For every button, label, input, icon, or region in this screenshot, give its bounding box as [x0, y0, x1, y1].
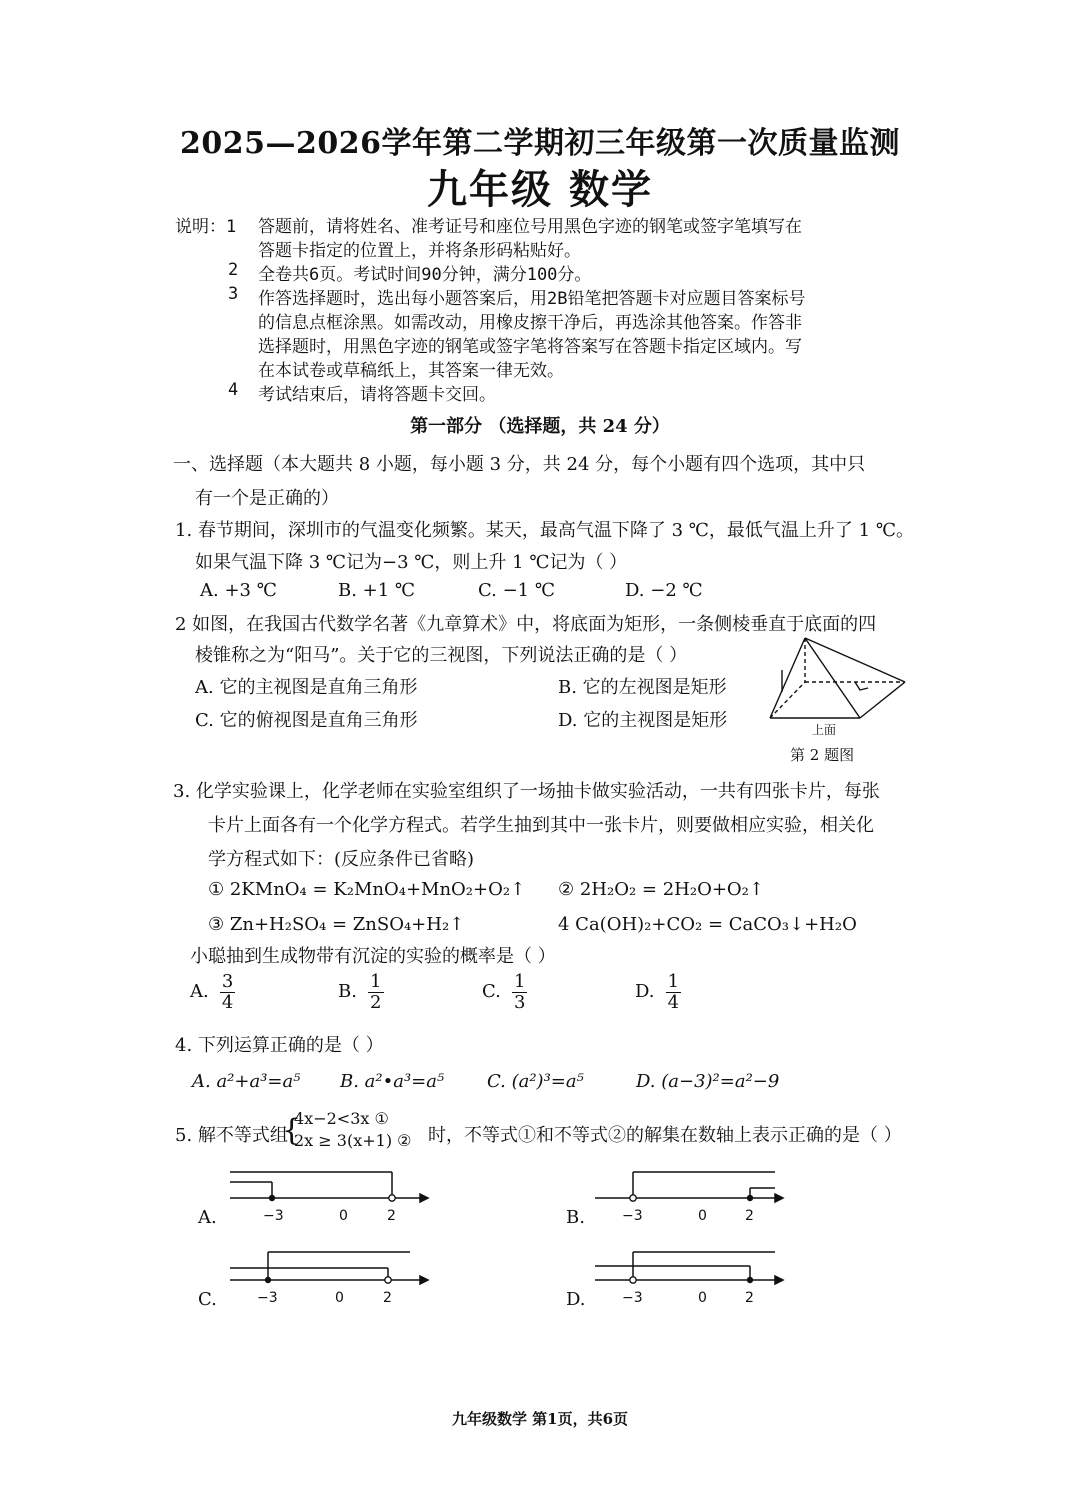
fraction: [512, 972, 527, 1013]
tick-label: 2: [387, 1208, 396, 1224]
section-intro-line-1: 一、选择题（本大题共 8 小题，每小题 3 分，共 24 分，每个小题有四个选项，其中只: [173, 454, 866, 475]
q4-option-a[interactable]: A. a²+a³=a⁵: [192, 1071, 301, 1092]
q3-equation-3: ③ Zn+H₂SO₄ = ZnSO₄+H₂↑: [208, 914, 465, 935]
q5-option-d-letter[interactable]: D.: [566, 1289, 586, 1310]
tick-label: 2: [745, 1290, 754, 1306]
instruction-3-line-2: 的信息点框涂黑。如需改动，用橡皮擦干净后，再选涂其他答案。作答非: [258, 313, 802, 333]
number-line-c[interactable]: [225, 1242, 435, 1307]
q1-option-d[interactable]: D. −2 ℃: [625, 580, 703, 601]
pyramid-edges: [770, 638, 905, 718]
fraction: [368, 972, 383, 1013]
q1-line-1: 1. 春节期间，深圳市的气温变化频繁。某天，最高气温下降了 3 ℃，最低气温上升了 1 ℃。: [175, 520, 914, 541]
instruction-3-line-3: 选择题时，用黑色字迹的钢笔或签字笔将答案写在答题卡指定区域内。写: [258, 337, 802, 357]
instruction-1-line-1: 答题前，请将姓名、准考证号和座位号用黑色字迹的钢笔或签字笔填写在: [258, 217, 802, 237]
denominator: 2: [370, 992, 382, 1013]
q3-option-b[interactable]: [338, 972, 384, 1013]
q4-option-c[interactable]: C. (a²)³=a⁵: [487, 1071, 584, 1092]
q1-line-2: 如果气温下降 3 ℃记为−3 ℃，则上升 1 ℃记为（ ）: [195, 552, 628, 573]
instruction-4: 考试结束后，请将答题卡交回。: [258, 385, 496, 405]
q2-line-2: 棱锥称之为“阳马”。关于它的三视图，下列说法正确的是（ ）: [195, 645, 688, 666]
instruction-4-number: 4: [228, 380, 239, 400]
point-minus-3: [265, 1277, 271, 1283]
tick-label: 0: [335, 1290, 344, 1306]
denominator: 4: [667, 992, 680, 1013]
instruction-3-number: 3: [228, 284, 239, 304]
q3-option-a-letter: A.: [190, 981, 209, 1002]
point-minus-3: [630, 1277, 636, 1283]
tick-label: −3: [622, 1290, 643, 1306]
page-footer: 九年级数学 第1页，共6页: [451, 1410, 629, 1428]
q4-option-d[interactable]: D. (a−3)²=a²−9: [636, 1071, 780, 1092]
q2-figure-caption: 第 2 题图: [790, 746, 855, 764]
inequality-2: 2x ≥ 3(x+1) ②: [294, 1131, 412, 1150]
instruction-3-line-4: 在本试卷或草稿纸上，其答案一律无效。: [258, 361, 564, 381]
tick-label: 2: [745, 1208, 754, 1224]
q4-option-b[interactable]: B. a²•a³=a⁵: [340, 1071, 445, 1092]
q4-line-1: 4. 下列运算正确的是（ ）: [175, 1035, 384, 1056]
number-line-b[interactable]: [590, 1160, 790, 1225]
point-2: [747, 1195, 753, 1201]
q2-option-a[interactable]: A. 它的主视图是直角三角形: [195, 677, 418, 698]
q2-option-b[interactable]: B. 它的左视图是矩形: [558, 677, 727, 698]
q5-option-a-letter[interactable]: A.: [198, 1207, 217, 1228]
numerator: 3: [221, 971, 234, 992]
q1-option-a[interactable]: A. +3 ℃: [200, 580, 277, 601]
tick-label: −3: [263, 1208, 284, 1224]
q3-line-1: 3. 化学实验课上，化学老师在实验室组织了一场抽卡做实验活动，一共有四张卡片，每张: [173, 781, 880, 802]
numerator: 1: [370, 971, 382, 992]
instruction-2: 全卷共6页。考试时间90分钟，满分100分。: [258, 265, 592, 285]
numerator: 1: [513, 971, 526, 992]
q3-question: 小聪抽到生成物带有沉淀的实验的概率是（ ）: [190, 946, 556, 967]
point-2: [385, 1277, 391, 1283]
q5-suffix: 时，不等式①和不等式②的解集在数轴上表示正确的是（ ）: [428, 1125, 902, 1146]
instruction-3-line-1: 作答选择题时，选出每小题答案后，用2B铅笔把答题卡对应题目答案标号: [258, 289, 806, 309]
q2-option-c[interactable]: C. 它的俯视图是直角三角形: [195, 710, 418, 731]
point-2: [747, 1277, 753, 1283]
denominator: 3: [513, 992, 526, 1013]
tick-label: 0: [698, 1208, 707, 1224]
q3-line-3: 学方程式如下：(反应条件已省略): [208, 849, 475, 870]
part1-heading: 第一部分 （选择题，共 24 分）: [410, 416, 670, 437]
q1-option-c[interactable]: C. −1 ℃: [478, 580, 555, 601]
q3-option-b-letter: B.: [338, 981, 357, 1002]
q5-prefix: 5. 解不等式组: [175, 1125, 288, 1146]
tick-label: 2: [383, 1290, 392, 1306]
q3-equation-2: ② 2H₂O₂ = 2H₂O+O₂↑: [558, 879, 764, 900]
instruction-1-line-2: 答题卡指定的位置上，并将条形码粘贴好。: [258, 241, 581, 261]
q3-equation-1: ① 2KMnO₄ = K₂MnO₄+MnO₂+O₂↑: [208, 879, 526, 900]
fraction: [220, 972, 235, 1013]
tick-label: 0: [339, 1208, 348, 1224]
q3-option-a[interactable]: [190, 972, 235, 1013]
point-minus-3: [630, 1195, 636, 1201]
numerator: 1: [667, 971, 680, 992]
q1-option-b[interactable]: B. +1 ℃: [338, 580, 416, 601]
subject-title: 九年级 数学: [427, 166, 653, 213]
figure-label-top: 上面: [812, 723, 837, 737]
tick-label: −3: [622, 1208, 643, 1224]
instruction-2-number: 2: [228, 260, 239, 280]
q5-option-b-letter[interactable]: B.: [566, 1207, 585, 1228]
brace-symbol: {: [282, 1113, 302, 1148]
tick-label: −3: [257, 1290, 278, 1306]
instructions-label: 说明：1: [175, 217, 237, 237]
inequality-1: 4x−2<3x ①: [294, 1109, 389, 1128]
q2-line-1: 2 如图，在我国古代数学名著《九章算术》中，将底面为矩形，一条侧棱垂直于底面的四: [175, 614, 877, 635]
point-minus-3: [269, 1195, 275, 1201]
point-2: [389, 1195, 395, 1201]
q3-option-c[interactable]: [482, 972, 527, 1013]
number-line-a[interactable]: [225, 1160, 435, 1225]
q3-option-c-letter: C.: [482, 981, 501, 1002]
number-line-d[interactable]: [590, 1242, 790, 1307]
exam-title: 2025—2026学年第二学期初三年级第一次质量监测: [180, 126, 900, 161]
fraction: [666, 972, 681, 1013]
denominator: 4: [221, 992, 234, 1013]
q2-option-d[interactable]: D. 它的主视图是矩形: [558, 710, 728, 731]
q3-option-d-letter: D.: [635, 981, 655, 1002]
tick-label: 0: [698, 1290, 707, 1306]
q3-option-d[interactable]: [635, 972, 681, 1013]
q3-line-2: 卡片上面各有一个化学方程式。若学生抽到其中一张卡片，则要做相应实验，相关化: [208, 815, 874, 836]
section-intro-line-2: 有一个是正确的）: [195, 488, 339, 509]
q3-equation-4: 4 Ca(OH)₂+CO₂ = CaCO₃↓+H₂O: [558, 914, 857, 935]
pyramid-figure: [760, 630, 910, 740]
q5-option-c-letter[interactable]: C.: [198, 1289, 217, 1310]
inequality-system: [294, 1108, 411, 1152]
